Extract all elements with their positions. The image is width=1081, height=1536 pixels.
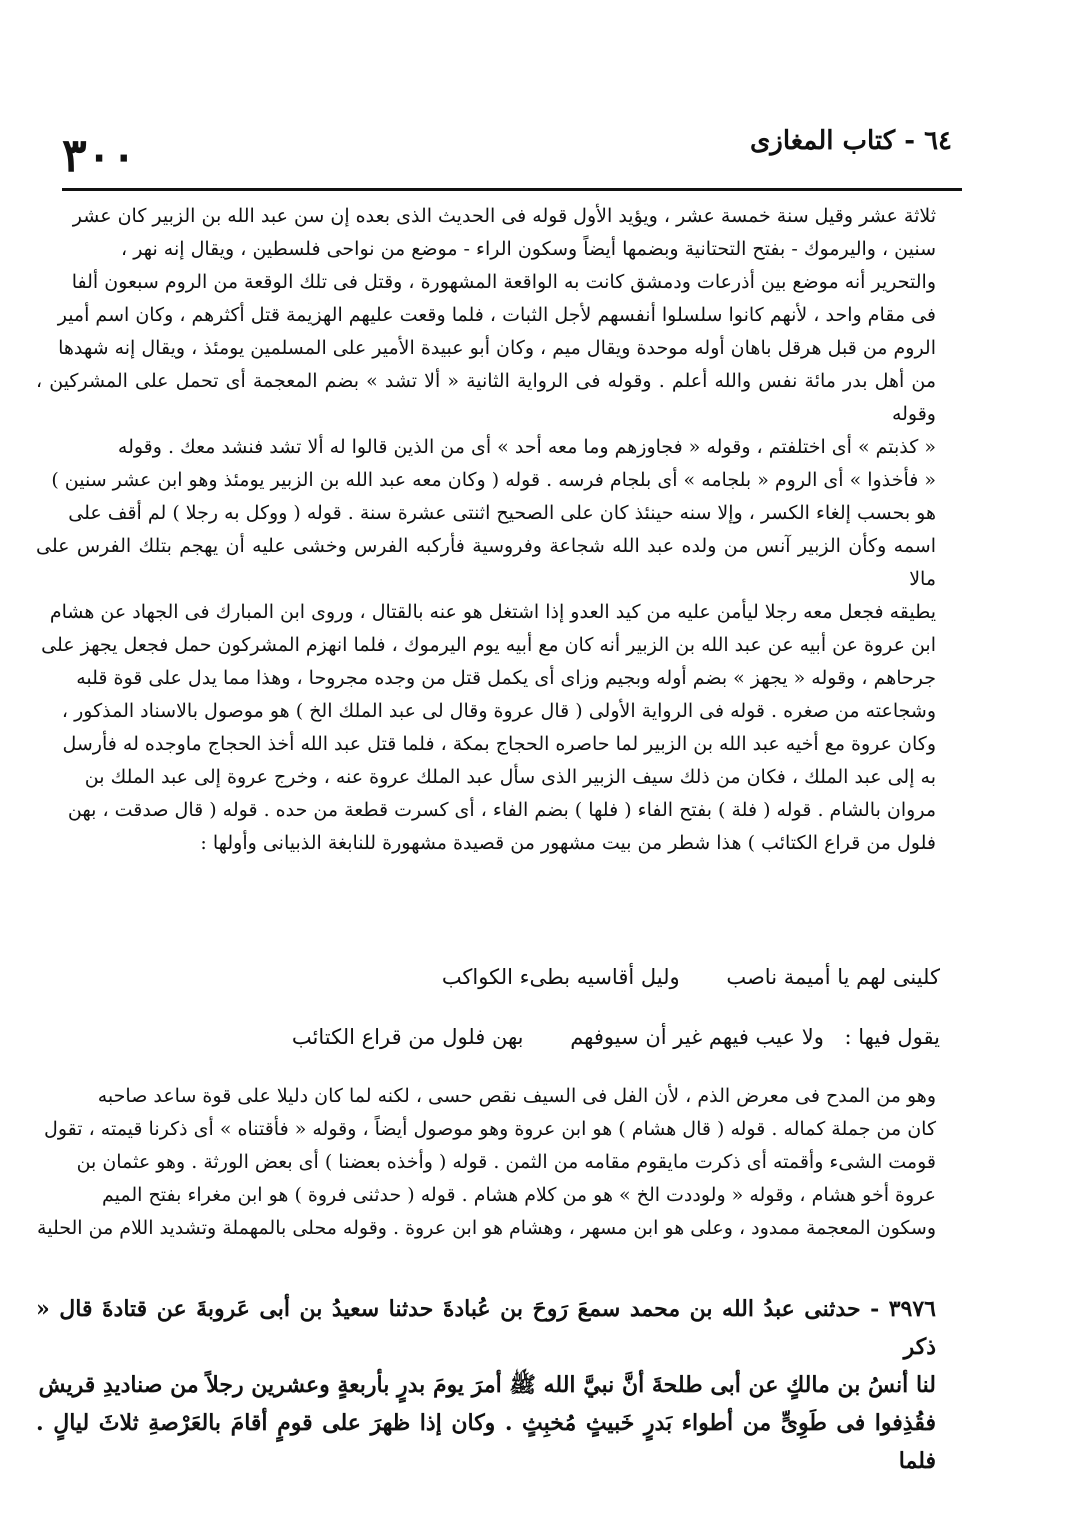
text-line: وكان عروة مع أخيه عبد الله بن الزبير لما حاصره الحجاج بمكة ، فلما قتل عبد الله أخذ الحجاج ماوجده له فأرسل	[62, 733, 936, 755]
hadith-line: فقُذِفوا فى طَوِىٍّ من أطواء بَدرٍ خَبيثٍ مُخبِثٍ . وكان إذا ظهرَ على قومٍ أقامَ بالعَرْصةِ ثلاثَ ليالٍ . فلما	[36, 1410, 936, 1474]
text-line: اسمه وكأن الزبير آنس من ولده عبد الله شجاعة وفروسية فأركبه الفرس وخشى عليه أن يهجم بتلك الفرس على مالا	[36, 535, 936, 590]
commentary-block	[36, 1080, 936, 1245]
header-rule	[62, 188, 962, 191]
text-line: مروان بالشام . قوله ( فلة ) بفتح الفاء ( فلها ) بضم الفاء ، أى كسرت قطعة من حده . قوله ( قال صدقت ، بهن	[67, 799, 936, 821]
text-line: والتحرير أنه موضع بين أذرعات ودمشق كانت به الواقعة المشهورة ، وقتل فى تلك الوقعة من الروم سبعون ألفا	[71, 271, 936, 293]
poem-verse	[60, 1022, 940, 1052]
hadith-block	[36, 1290, 936, 1480]
text-line: وهو من المدح فى معرض الذم ، لأن الفل فى السيف نقص حسى ، لكنه لما كان دليلا على قوة ساعد صاحبه	[97, 1085, 936, 1107]
text-line: ثلاثة عشر وقيل سنة خمسة عشر ، ويؤيد الأول قوله فى الحديث الذى بعده إن سن عبد الله بن الزبير كان عشر	[72, 205, 936, 227]
text-line: الروم من قبل هرقل باهان أوله موحدة ويقال ميم ، وكان أبو عبيدة الأمير على المسلمين يومئذ ، ويقال إنه شهدها	[58, 337, 936, 359]
text-line: ابن عروة عن أبيه عن عبد الله بن الزبير أنه كان مع أبيه يوم اليرموك ، فلما انهزم المشركون حمل فجعل يجهز على	[41, 634, 936, 656]
verse-first-hemistich: كلينى لهم يا أميمة ناصب	[726, 965, 940, 989]
text-line: من أهل بدر مائة نفس والله أعلم . وقوله فى الرواية الثانية « ألا تشد » بضم المعجمة أى تحمل على المشركين ، وقوله	[36, 370, 936, 425]
verse-second-hemistich: وليل أقاسيه بطىء الكواكب	[441, 965, 680, 989]
text-line: به إلى عبد الملك ، فكان من ذلك سيف الزبير الذى سأل عبد الملك عروة عنه ، وخرج عروة إلى عبد الملك بن	[84, 766, 936, 788]
verse-first-hemistich: ولا عيب فيهم غير أن سيوفهم	[570, 1025, 824, 1049]
page-header	[62, 118, 962, 188]
text-line: هو بحسب إلغاء الكسر ، وإلا سنه حينئذ كان على الصحيح اثنتى عشرة سنة . قوله ( ووكل به رجلا ) لم أقف على	[68, 502, 936, 524]
verse-intro: يقول فيها :	[844, 1025, 940, 1049]
text-line: وسكون المعجمة ممدود ، وعلى هو ابن مسهر ، وهشام هو ابن عروة . وقوله محلى بالمهملة وتشديد اللام من الحلية	[37, 1217, 936, 1239]
chapter-title: ٦٤ - كتاب المغازى	[749, 126, 952, 156]
text-line: فلول من قراع الكتائب ) هذا شطر من بيت مشهور من قصيدة مشهورة للنابغة الذبيانى وأولها :	[200, 832, 936, 854]
text-line: يطيقه فجعل معه رجلا ليأمن عليه من كيد العدو إذا اشتغل هو عنه بالقتال ، وروى ابن المبارك فى الجهاد عن هشام	[49, 601, 936, 623]
commentary-block	[36, 200, 936, 860]
text-line: « فأخذوا » أى الروم « بلجامه » أى بلجام فرسه . قوله ( وكان معه عبد الله بن الزبير يومئذ وهو ابن عشر سنين )	[51, 469, 936, 491]
text-line: « كذبتم » أى اختلفتم ، وقوله « فجاوزهم وما معه أحد » أى من الذين قالوا له ألا تشد فنشد معك . وقوله	[117, 436, 936, 458]
text-line: قومت الشىء وأقمته أى ذكرت مايقوم مقامه من الثمن . قوله ( وأخذه بعضنا ) أى بعض الورثة . وهو عثمان بن	[76, 1151, 936, 1173]
hadith-line: لنا أنسُ بن مالكٍ عن أبى طلحةَ أنَّ نبيَّ الله ﷺ أمرَ يومَ بدرٍ بأربعةٍ وعشرين رجلاً من صناديدِ قريش	[38, 1372, 936, 1398]
text-line: عروة أخو هشام ، وقوله « ولوددت الخ » هو من كلام هشام . قوله ( حدثنى فروة ) هو ابن مغراء بفتح الميم	[102, 1184, 936, 1206]
text-line: وشجاعته من صغره . قوله فى الرواية الأولى ( قال عروة وقال لى عبد الملك الخ ) هو موصول بالاسناد المذكور ،	[61, 700, 936, 722]
text-line: جرحاهم ، وقوله « يجهز » بضم أوله وبجيم وزاى أى يكمل قتل من وجده مجروحا ، وهذا مما يدل على قوة قلبه	[76, 667, 936, 689]
text-line: فى مقام واحد ، لأنهم كانوا سلسلوا أنفسهم لأجل الثبات ، فلما وقعت عليهم الهزيمة قتل أكثرهم ، وكان اسم أمير	[57, 304, 936, 326]
text-line: سنين ، واليرموك - بفتح التحتانية وبضمها أيضاً وسكون الراء - موضع من نواحى فلسطين ، ويقال إنه نهر ،	[121, 238, 936, 260]
page-number: ٣٠٠	[62, 128, 137, 182]
verse-second-hemistich: بهن فلول من قراع الكتائب	[291, 1025, 524, 1049]
poem-verse	[60, 962, 940, 992]
text-line: كان من جملة كماله . قوله ( قال هشام ) هو ابن عروة وهو موصول أيضاً ، وقوله « فأقتناه » أى ذكرنا قيمته ، تقول	[44, 1118, 936, 1140]
hadith-line: ٣٩٧٦ - حدثنى عبدُ الله بن محمد سمعَ رَوحَ بن عُبادةَ حدثنا سعيدُ بن أبى عَروبةَ عن قتادةَ قال « ذكر	[36, 1296, 936, 1360]
